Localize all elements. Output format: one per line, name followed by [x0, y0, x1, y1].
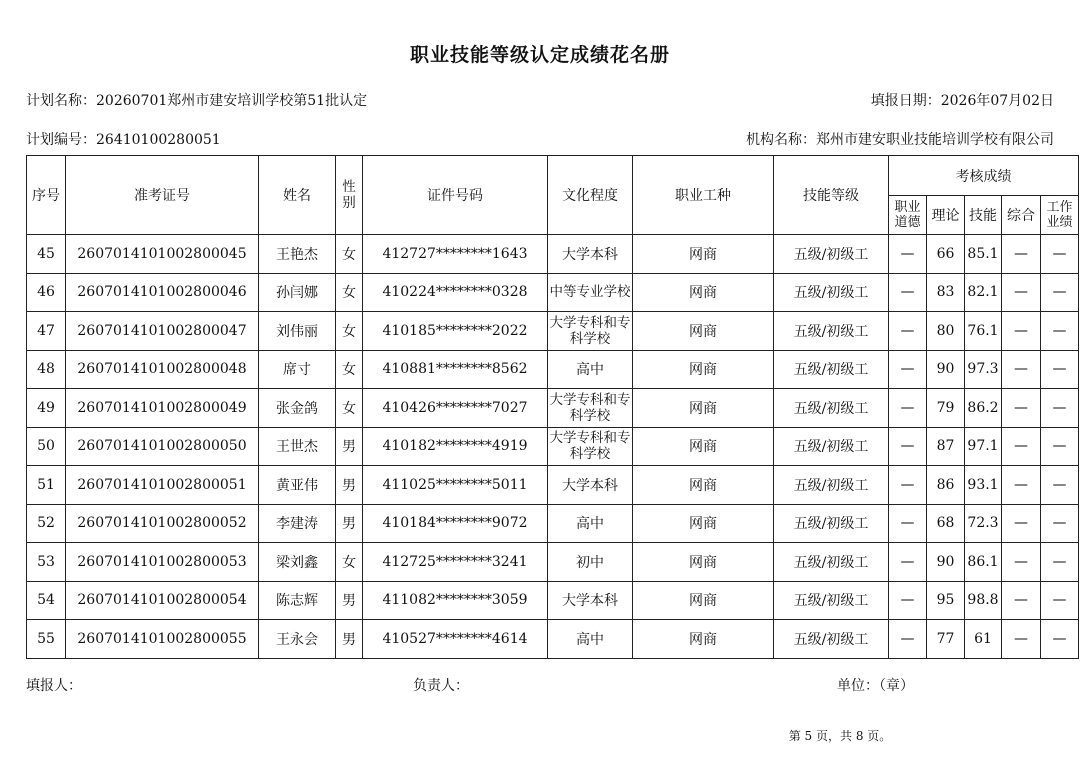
cell-seq: 50: [27, 427, 66, 466]
cell-composite: —: [1002, 466, 1041, 505]
cell-education: 高中: [548, 620, 633, 659]
cell-performance: —: [1041, 389, 1079, 428]
plan-name-label: 计划名称：: [26, 93, 96, 109]
cell-skill: 82.1: [965, 273, 1002, 312]
cell-id-no: 412727********1643: [363, 235, 548, 274]
table-row: [27, 620, 1079, 659]
cell-exam-id: 2607014101002800055: [66, 620, 259, 659]
cell-level: 五级/初级工: [774, 273, 889, 312]
table-row: [27, 350, 1079, 389]
cell-ethics: —: [889, 312, 927, 351]
cell-ethics: —: [889, 389, 927, 428]
cell-gender: 女: [336, 389, 363, 428]
plan-number-value: 26410100280051: [96, 132, 221, 148]
cell-exam-id: 2607014101002800047: [66, 312, 259, 351]
cell-name: 黄亚伟: [259, 466, 336, 505]
cell-seq: 54: [27, 581, 66, 620]
table-row: [27, 427, 1079, 466]
cell-education: 大学本科: [548, 581, 633, 620]
cell-level: 五级/初级工: [774, 235, 889, 274]
cell-gender: 男: [336, 620, 363, 659]
cell-composite: —: [1002, 504, 1041, 543]
cell-skill: 86.1: [965, 543, 1002, 582]
cell-id-no: 410185********2022: [363, 312, 548, 351]
cell-ethics: —: [889, 581, 927, 620]
cell-level: 五级/初级工: [774, 350, 889, 389]
cell-theory: 90: [927, 543, 965, 582]
cell-seq: 55: [27, 620, 66, 659]
cell-occupation: 网商: [633, 581, 774, 620]
col-scores-group: 考核成绩: [889, 156, 1079, 196]
col-composite: 综合: [1002, 196, 1041, 235]
cell-composite: —: [1002, 389, 1041, 428]
cell-ethics: —: [889, 427, 927, 466]
cell-exam-id: 2607014101002800046: [66, 273, 259, 312]
cell-gender: 女: [336, 235, 363, 274]
cell-ethics: —: [889, 273, 927, 312]
cell-occupation: 网商: [633, 466, 774, 505]
cell-skill: 98.8: [965, 581, 1002, 620]
cell-exam-id: 2607014101002800045: [66, 235, 259, 274]
cell-composite: —: [1002, 312, 1041, 351]
org-name-label: 机构名称：: [746, 132, 816, 148]
cell-id-no: 410224********0328: [363, 273, 548, 312]
cell-id-no: 411082********3059: [363, 581, 548, 620]
cell-composite: —: [1002, 235, 1041, 274]
table-row: [27, 312, 1079, 351]
cell-level: 五级/初级工: [774, 504, 889, 543]
cell-skill: 97.1: [965, 427, 1002, 466]
table-row: [27, 466, 1079, 505]
cell-occupation: 网商: [633, 235, 774, 274]
plan-name-value: 20260701郑州市建安培训学校第51批认定: [96, 93, 368, 109]
cell-skill: 86.2: [965, 389, 1002, 428]
cell-level: 五级/初级工: [774, 543, 889, 582]
col-ethics: 职业道德: [889, 196, 927, 235]
cell-gender: 男: [336, 427, 363, 466]
col-theory: 理论: [927, 196, 965, 235]
cell-performance: —: [1041, 273, 1079, 312]
cell-exam-id: 2607014101002800054: [66, 581, 259, 620]
cell-education: 初中: [548, 543, 633, 582]
cell-id-no: 410527********4614: [363, 620, 548, 659]
report-date-label: 填报日期：: [870, 93, 941, 109]
cell-seq: 49: [27, 389, 66, 428]
cell-theory: 66: [927, 235, 965, 274]
table-row: [27, 543, 1079, 582]
cell-occupation: 网商: [633, 273, 774, 312]
cell-performance: —: [1041, 620, 1079, 659]
cell-theory: 68: [927, 504, 965, 543]
cell-education: 大学专科和专科学校: [548, 312, 633, 351]
cell-theory: 77: [927, 620, 965, 659]
cell-name: 张金鸽: [259, 389, 336, 428]
unit-seal-label: 单位：（章）: [837, 678, 914, 694]
cell-id-no: 411025********5011: [363, 466, 548, 505]
cell-composite: —: [1002, 543, 1041, 582]
document-title: 职业技能等级认定成绩花名册: [409, 44, 670, 66]
cell-id-no: 410184********9072: [363, 504, 548, 543]
cell-theory: 79: [927, 389, 965, 428]
cell-gender: 男: [336, 466, 363, 505]
table-row: [27, 389, 1079, 428]
cell-ethics: —: [889, 504, 927, 543]
cell-name: 孙闫娜: [259, 273, 336, 312]
cell-name: 陈志辉: [259, 581, 336, 620]
cell-level: 五级/初级工: [774, 581, 889, 620]
cell-exam-id: 2607014101002800049: [66, 389, 259, 428]
cell-theory: 90: [927, 350, 965, 389]
cell-level: 五级/初级工: [774, 312, 889, 351]
report-date-value: 2026年07月02日: [940, 93, 1054, 109]
cell-composite: —: [1002, 273, 1041, 312]
cell-education: 大学本科: [548, 466, 633, 505]
cell-seq: 48: [27, 350, 66, 389]
cell-id-no: 410426********7027: [363, 389, 548, 428]
cell-composite: —: [1002, 350, 1041, 389]
cell-occupation: 网商: [633, 427, 774, 466]
cell-skill: 93.1: [965, 466, 1002, 505]
table-row: [27, 273, 1079, 312]
col-seq: 序号: [27, 156, 66, 235]
cell-seq: 47: [27, 312, 66, 351]
cell-performance: —: [1041, 543, 1079, 582]
cell-education: 中等专业学校: [548, 273, 633, 312]
cell-theory: 86: [927, 466, 965, 505]
cell-theory: 87: [927, 427, 965, 466]
cell-id-no: 410182********4919: [363, 427, 548, 466]
cell-level: 五级/初级工: [774, 389, 889, 428]
cell-exam-id: 2607014101002800053: [66, 543, 259, 582]
cell-skill: 85.1: [965, 235, 1002, 274]
cell-theory: 83: [927, 273, 965, 312]
cell-level: 五级/初级工: [774, 466, 889, 505]
cell-level: 五级/初级工: [774, 620, 889, 659]
cell-seq: 46: [27, 273, 66, 312]
cell-exam-id: 2607014101002800050: [66, 427, 259, 466]
cell-composite: —: [1002, 581, 1041, 620]
cell-theory: 80: [927, 312, 965, 351]
cell-education: 高中: [548, 350, 633, 389]
cell-level: 五级/初级工: [774, 427, 889, 466]
cell-ethics: —: [889, 543, 927, 582]
responsible-label: 负责人：: [413, 678, 469, 694]
col-skill: 技能: [965, 196, 1002, 235]
cell-id-no: 410881********8562: [363, 350, 548, 389]
cell-exam-id: 2607014101002800051: [66, 466, 259, 505]
plan-name: [26, 90, 367, 110]
cell-gender: 女: [336, 273, 363, 312]
cell-education: 大学专科和专科学校: [548, 389, 633, 428]
col-id-no: 证件号码: [363, 156, 548, 235]
col-education: 文化程度: [548, 156, 633, 235]
plan-number-label: 计划编号：: [26, 132, 96, 148]
cell-id-no: 412725********3241: [363, 543, 548, 582]
cell-gender: 女: [336, 543, 363, 582]
col-level: 技能等级: [774, 156, 889, 235]
cell-performance: —: [1041, 427, 1079, 466]
cell-name: 席寸: [259, 350, 336, 389]
cell-ethics: —: [889, 466, 927, 505]
cell-occupation: 网商: [633, 312, 774, 351]
cell-name: 李建涛: [259, 504, 336, 543]
cell-education: 大学本科: [548, 235, 633, 274]
col-exam-id: 准考证号: [66, 156, 259, 235]
cell-performance: —: [1041, 235, 1079, 274]
cell-performance: —: [1041, 504, 1079, 543]
org-name-value: 郑州市建安职业技能培训学校有限公司: [816, 132, 1054, 148]
cell-education: 大学专科和专科学校: [548, 427, 633, 466]
cell-name: 王永会: [259, 620, 336, 659]
cell-seq: 45: [27, 235, 66, 274]
cell-theory: 95: [927, 581, 965, 620]
cell-composite: —: [1002, 620, 1041, 659]
cell-performance: —: [1041, 466, 1079, 505]
cell-gender: 女: [336, 312, 363, 351]
cell-seq: 53: [27, 543, 66, 582]
org-name: [746, 129, 1054, 149]
col-gender: 性别: [336, 156, 363, 235]
page-indicator: 第 5 页，共 8 页。: [788, 729, 892, 743]
cell-ethics: —: [889, 620, 927, 659]
cell-performance: —: [1041, 350, 1079, 389]
cell-composite: —: [1002, 427, 1041, 466]
cell-skill: 61: [965, 620, 1002, 659]
col-performance: 工作业绩: [1041, 196, 1079, 235]
table-row: [27, 235, 1079, 274]
roster-body: [27, 235, 1079, 659]
table-row: [27, 504, 1079, 543]
cell-occupation: 网商: [633, 504, 774, 543]
cell-skill: 72.3: [965, 504, 1002, 543]
cell-name: 王艳杰: [259, 235, 336, 274]
cell-exam-id: 2607014101002800048: [66, 350, 259, 389]
cell-occupation: 网商: [633, 350, 774, 389]
cell-seq: 51: [27, 466, 66, 505]
cell-name: 梁刘鑫: [259, 543, 336, 582]
cell-skill: 76.1: [965, 312, 1002, 351]
table-row: [27, 581, 1079, 620]
cell-name: 王世杰: [259, 427, 336, 466]
cell-occupation: 网商: [633, 620, 774, 659]
cell-gender: 男: [336, 504, 363, 543]
cell-seq: 52: [27, 504, 66, 543]
cell-education: 高中: [548, 504, 633, 543]
cell-ethics: —: [889, 235, 927, 274]
cell-performance: —: [1041, 581, 1079, 620]
report-date: [871, 90, 1054, 110]
cell-occupation: 网商: [633, 543, 774, 582]
roster-table: [26, 155, 1079, 659]
col-occupation: 职业工种: [633, 156, 774, 235]
reporter-label: 填报人：: [26, 678, 82, 694]
cell-name: 刘伟丽: [259, 312, 336, 351]
cell-gender: 男: [336, 581, 363, 620]
cell-ethics: —: [889, 350, 927, 389]
cell-performance: —: [1041, 312, 1079, 351]
cell-gender: 女: [336, 350, 363, 389]
cell-skill: 97.3: [965, 350, 1002, 389]
col-name: 姓名: [259, 156, 336, 235]
cell-occupation: 网商: [633, 389, 774, 428]
cell-exam-id: 2607014101002800052: [66, 504, 259, 543]
plan-number: [26, 129, 221, 149]
